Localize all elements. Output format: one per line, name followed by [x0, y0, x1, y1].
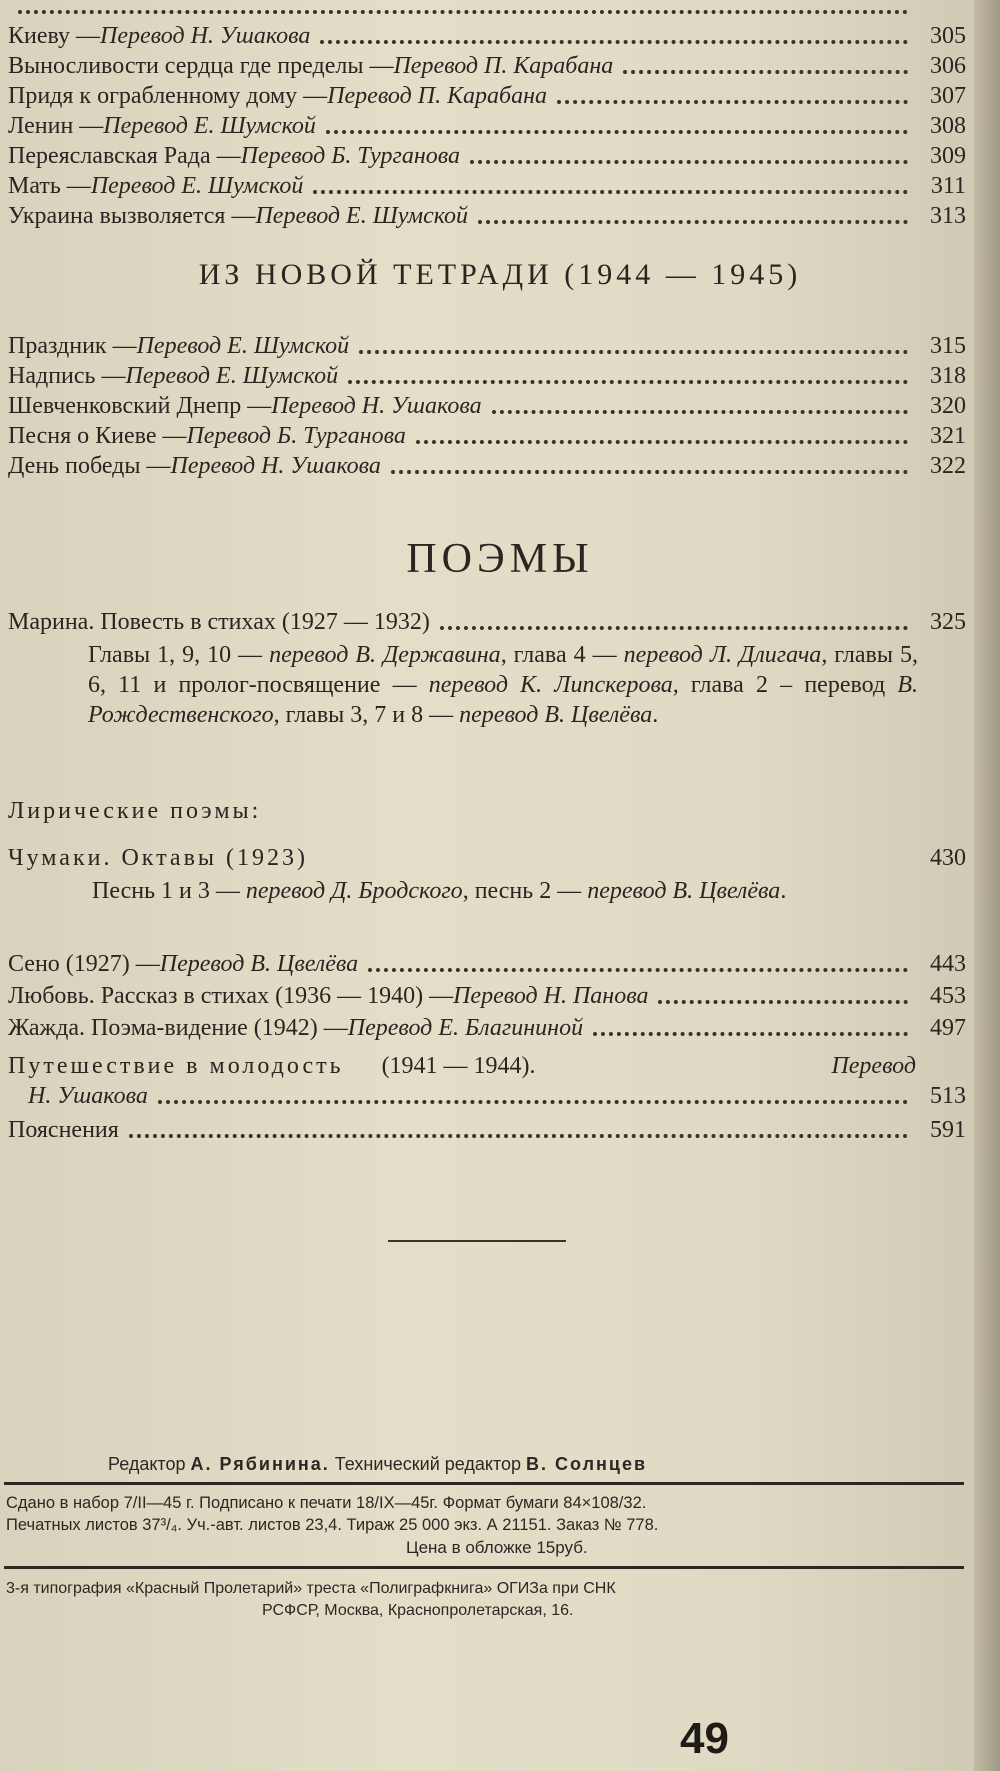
toc-entry [8, 330, 966, 360]
entry-page: 313 [930, 203, 966, 229]
tech-editor-name: В. Солнцев [526, 1454, 648, 1474]
note-fragment: перевод Д. Бродского [245, 878, 463, 904]
leader-dots [623, 69, 908, 74]
section-heading-poems: ПОЭМЫ [406, 536, 594, 582]
editor-label: Редактор [108, 1454, 191, 1474]
note-fragment: перевод Л. Длигача [623, 642, 822, 668]
leader-dots [313, 189, 908, 194]
entry-page: 497 [930, 1015, 966, 1041]
editor-name: А. Рябинина. [190, 1454, 330, 1474]
entry-title: День победы — [8, 453, 171, 479]
entry-title: Выносливости сердца где пределы — [8, 53, 394, 79]
note-fragment: перевод К. Липскерова [428, 672, 673, 698]
note-fragment: перевод В. Цвелёва [587, 878, 781, 904]
section-heading-new-notebook: ИЗ НОВОЙ ТЕТРАДИ (1944 — 1945) [198, 258, 802, 291]
entry-page: 308 [930, 113, 966, 139]
entry-title: Любовь. Рассказ в стихах (1936 — 1940) — [8, 983, 454, 1009]
entry-translator: Перевод П. Карабана [327, 83, 547, 109]
entry-page: 305 [930, 23, 966, 49]
end-divider [388, 1240, 566, 1242]
entry-page: 315 [930, 333, 966, 359]
note-fragment: . [780, 878, 787, 904]
leader-dots [557, 99, 908, 104]
toc-entry [8, 948, 966, 978]
note-fragment: Главы 1, 9, 10 — [88, 642, 270, 668]
note-fragment: Песнь 1 и 3 — [92, 878, 246, 904]
leader-dots [129, 1133, 908, 1138]
toc-entry-journey-line2 [28, 1080, 966, 1110]
note-fragment: , глава 4 — [500, 642, 624, 668]
entry-translator: Перевод Н. Панова [453, 983, 649, 1009]
imprint-price: Цена в обложке 15руб. [406, 1538, 588, 1557]
toc-entry [8, 110, 966, 140]
entry-translator: Перевод Б. Турганова [240, 143, 461, 169]
entry-title: Сено (1927) — [8, 951, 160, 977]
toc-entry [8, 20, 966, 50]
entry-page: 307 [930, 83, 966, 109]
toc-entry-chumaki [8, 842, 966, 872]
note-fragment: , песнь 2 — [462, 878, 588, 904]
entry-translator: Перевод Е. Шумской [136, 333, 350, 359]
entry-translator: Перевод Е. Шумской [125, 363, 339, 389]
entry-translator: Н. Ушакова [28, 1083, 148, 1109]
note-fragment: , главы 5, 6, 11 и пролог-посвящение — [88, 642, 919, 698]
entry-title: Переяславская Рада — [8, 143, 241, 169]
imprint-editors [108, 1454, 647, 1475]
entry-translator: Перевод П. Карабана [393, 53, 614, 79]
entry-page: 321 [930, 423, 966, 449]
leader-dots [440, 625, 908, 630]
entry-title: Жажда. Поэма-видение (1942) — [8, 1015, 348, 1041]
page-number: 49 [680, 1714, 729, 1763]
toc-entry [8, 420, 966, 450]
note-fragment: , главы 3, 7 и 8 — [273, 702, 460, 728]
leader-dots [391, 469, 908, 474]
entry-page: 325 [930, 609, 966, 635]
entry-page: 513 [930, 1083, 966, 1109]
entry-page: 306 [930, 53, 966, 79]
leader-dots [470, 159, 908, 164]
imprint-printer-1: 3-я типография «Красный Пролетарий» треста «Полиграфкнига» ОГИЗа при СНК [6, 1580, 616, 1597]
entry-title: Придя к ограбленному дому — [8, 83, 328, 109]
leader-dots [593, 1031, 908, 1036]
imprint-printer-2: РСФСР, Москва, Краснопролетарская, 16. [262, 1602, 574, 1619]
toc-entry [8, 0, 966, 20]
leader-dots [320, 39, 908, 44]
entry-page: 320 [930, 393, 966, 419]
entry-translator: Перевод Е. Шумской [255, 203, 469, 229]
leader-dots [359, 349, 908, 354]
toc-entry [8, 980, 966, 1010]
entry-title: Надпись — [8, 363, 126, 389]
entry-title: Шевченковский Днепр — [8, 393, 272, 419]
entry-page: 311 [930, 173, 966, 199]
entry-translator: Перевод В. Цвелёва [159, 951, 359, 977]
leader-dots [416, 439, 908, 444]
toc-entry [8, 50, 966, 80]
entry-title: Путешествие в молодость [8, 1053, 344, 1079]
toc-entry-journey-line1 [8, 1050, 966, 1080]
entry-translator: Перевод Н. Ушакова [170, 453, 381, 479]
entry-translator: Перевод [831, 1053, 916, 1079]
leader-dots [368, 967, 908, 972]
entry-page: 430 [930, 845, 966, 871]
toc-entry [8, 80, 966, 110]
leader-dots [478, 219, 908, 224]
toc-entry [8, 140, 966, 170]
entry-translator: Перевод Н. Ушакова [271, 393, 482, 419]
imprint-line-2: Сдано в набор 7/II—45 г. Подписано к печати 18/IX—45г. Формат бумаги 84×108/32. [6, 1494, 647, 1512]
leader-dots [18, 9, 908, 14]
marina-translation-note [88, 640, 918, 730]
entry-title: Украина вызволяется — [8, 203, 256, 229]
note-fragment: , глава 2 – перевод [672, 672, 898, 698]
toc-entry [8, 1012, 966, 1042]
imprint-rule-top [4, 1482, 964, 1485]
note-fragment: В. Рождественского [88, 672, 918, 728]
chumaki-translation-note [92, 876, 918, 906]
entry-translator: Перевод Н. Ушакова [100, 23, 311, 49]
leader-dots [158, 1099, 908, 1104]
toc-entry-notes [8, 1114, 966, 1144]
entry-title: Пояснения [8, 1117, 119, 1143]
toc-entry-marina [8, 606, 966, 636]
entry-title: Праздник — [8, 333, 137, 359]
entry-page: 318 [930, 363, 966, 389]
entry-title: Ленин — [8, 113, 104, 139]
entry-title: Мать — [8, 173, 91, 199]
note-fragment: перевод В. Державина [269, 642, 501, 668]
entry-page: 453 [930, 983, 966, 1009]
entry-title: Марина. Повесть в стихах (1927 — 1932) [8, 609, 430, 635]
entry-title: Песня о Киеве — [8, 423, 187, 449]
entry-translator: Перевод Б. Турганова [186, 423, 406, 449]
toc-entry [8, 200, 966, 230]
toc-entry [8, 170, 966, 200]
entry-translator: Перевод Е. Благининой [347, 1015, 584, 1041]
note-fragment: перевод В. Цвелёва [459, 702, 653, 728]
entry-translator: Перевод Е. Шумской [103, 113, 316, 139]
lyric-poems-heading: Лирические поэмы: [8, 798, 262, 824]
toc-entry [8, 450, 966, 480]
entry-title: Чумаки. Октавы (1923) [8, 845, 309, 871]
tech-editor-label: Технический редактор [329, 1454, 527, 1474]
imprint-line-3: Печатных листов 37³/₄. Уч.-авт. листов 23,4. Тираж 25 000 экз. А 21151. Заказ № 778. [6, 1516, 659, 1534]
note-fragment: . [652, 702, 659, 728]
entry-page: 591 [930, 1117, 966, 1143]
entry-translator: Перевод Е. Шумской [90, 173, 304, 199]
entry-years: (1941 — 1944). [381, 1053, 536, 1079]
entry-page: 443 [930, 951, 966, 977]
toc-entry [8, 360, 966, 390]
entry-page: 322 [930, 453, 966, 479]
entry-title: Киеву — [8, 23, 101, 49]
leader-dots [348, 379, 908, 384]
entry-page: 309 [930, 143, 966, 169]
leader-dots [326, 129, 908, 134]
leader-dots [492, 409, 908, 414]
toc-entry [8, 390, 966, 420]
leader-space [318, 865, 908, 866]
imprint-rule-bottom [4, 1566, 964, 1569]
leader-dots [658, 999, 908, 1004]
